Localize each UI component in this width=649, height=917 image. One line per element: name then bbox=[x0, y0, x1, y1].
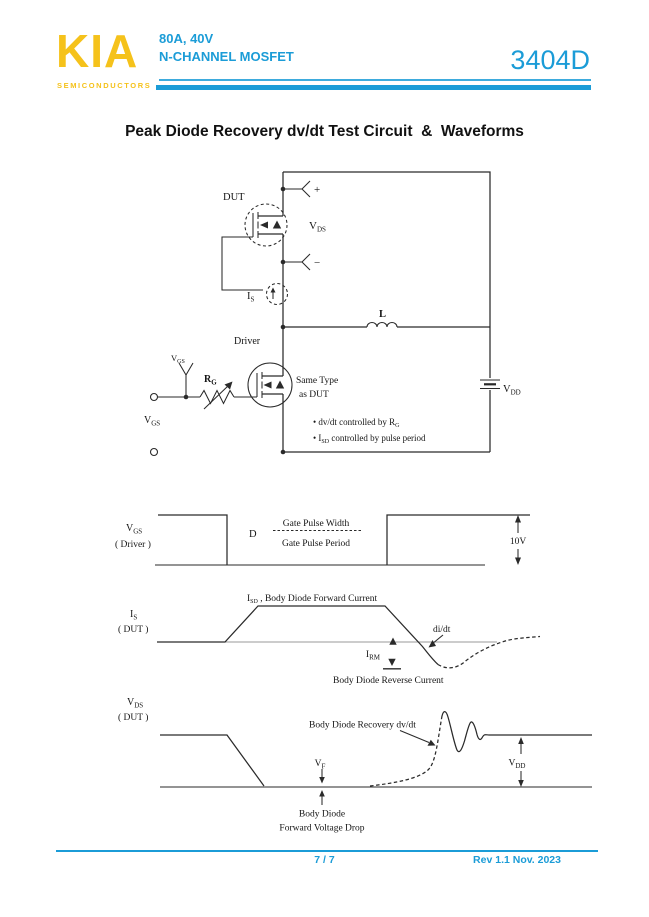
driver-mosfet-symbol bbox=[234, 336, 338, 407]
didt-annotation bbox=[429, 625, 451, 648]
vdd-amplitude-arrow bbox=[509, 737, 526, 787]
inductor bbox=[281, 309, 490, 329]
minus-label: − bbox=[314, 257, 321, 269]
vgs-probe-label: $V_{GS}$ bbox=[171, 353, 185, 365]
rating-text: 80A, 40V bbox=[159, 31, 214, 46]
axis-label-dut: ( DUT ) bbox=[118, 625, 149, 635]
amplitude-label: 10V bbox=[509, 537, 527, 547]
part-number: 3404D bbox=[510, 45, 590, 75]
frac-top: Gate Pulse Width bbox=[282, 519, 350, 529]
axis-label-vgs: $V_{GS}$ bbox=[126, 523, 143, 536]
page-title: Peak Diode Recovery dv/dt Test Circuit & Waveforms bbox=[125, 123, 524, 140]
driver-rail bbox=[262, 327, 283, 452]
vf-annotation bbox=[279, 759, 364, 834]
vdd-amplitude-label: $V_{DD}$ bbox=[508, 758, 526, 770]
test-circuit bbox=[144, 172, 521, 456]
axis-label-is: $I_S$ bbox=[130, 609, 138, 622]
logo-subtitle: SEMICONDUCTORS bbox=[57, 81, 152, 90]
mosfet-arrow bbox=[260, 222, 268, 229]
axis-label-dut2: ( DUT ) bbox=[118, 713, 149, 723]
waveform-gate-pulse bbox=[115, 515, 530, 565]
inductor-label: L bbox=[379, 309, 387, 320]
driver-label: Driver bbox=[234, 336, 261, 347]
vdd-label: $V_{DD}$ bbox=[503, 384, 521, 397]
vgs-input-label: $V_{GS}$ bbox=[144, 415, 161, 428]
vgs-probe bbox=[171, 353, 193, 399]
gate-source-loop bbox=[222, 237, 263, 290]
forward-drop-line1: Body Diode bbox=[298, 809, 346, 820]
body-diode-triangle bbox=[276, 381, 284, 389]
current-trace bbox=[157, 606, 438, 665]
circuit-outer-rail bbox=[283, 172, 490, 452]
current-recovery-trace bbox=[438, 637, 540, 668]
page-number: 7 / 7 bbox=[314, 854, 335, 866]
dut-label: DUT bbox=[223, 192, 245, 203]
dut-mosfet-symbol bbox=[222, 192, 287, 290]
device-type-text: N-CHANNEL MOSFET bbox=[159, 49, 294, 64]
forward-drop-line2: Forward Voltage Drop bbox=[279, 823, 365, 834]
duty-label: D bbox=[249, 529, 257, 540]
same-type-line2: as DUT bbox=[299, 390, 329, 400]
vds-probe-minus bbox=[281, 254, 321, 270]
amplitude-arrow-10v bbox=[510, 515, 527, 565]
rg-label: $R_G$ bbox=[204, 374, 217, 387]
waveform-drain-voltage bbox=[118, 697, 592, 834]
note-isd: • $I_{SD}$ controlled by pulse period bbox=[313, 433, 426, 445]
waveform-body-diode-current bbox=[118, 594, 540, 686]
input-terminal-top bbox=[151, 394, 158, 401]
plus-label: + bbox=[314, 184, 321, 196]
note-dvdt: • dv/dt controlled by $R_G$ bbox=[313, 417, 400, 429]
vds-probe-plus bbox=[281, 181, 321, 197]
footer-rule bbox=[56, 850, 598, 852]
vf-label: $V_F$ bbox=[314, 759, 326, 771]
voltage-fall-trace bbox=[160, 735, 264, 786]
frac-bottom: Gate Pulse Period bbox=[281, 539, 351, 549]
reverse-current-label: Body Diode Reverse Current bbox=[333, 676, 444, 686]
recovery-label: Body Diode Recovery dv/dt bbox=[309, 720, 416, 731]
junction-dot bbox=[281, 450, 286, 455]
mosfet-arrow bbox=[264, 382, 272, 389]
gate-drive-line bbox=[151, 374, 258, 409]
vds-label: $V_{DS}$ bbox=[309, 220, 326, 234]
didt-label: di/dt bbox=[433, 625, 451, 635]
body-diode-triangle bbox=[273, 221, 281, 229]
axis-label-driver: ( Driver ) bbox=[115, 540, 151, 550]
voltage-ringing-trace bbox=[442, 712, 592, 752]
forward-current-label: $I_{SD}$ , Body Diode Forward Current bbox=[247, 594, 378, 605]
vdd-battery bbox=[480, 380, 521, 397]
is-label: $I_S$ bbox=[247, 291, 255, 304]
kia-logo: KIA bbox=[56, 25, 139, 77]
input-terminal-bottom bbox=[151, 449, 158, 456]
same-type-line1: Same Type bbox=[296, 376, 339, 386]
revision-text: Rev 1.1 Nov. 2023 bbox=[473, 854, 561, 866]
recovery-annotation bbox=[309, 721, 436, 746]
is-current-source bbox=[247, 284, 288, 305]
circuit-notes bbox=[313, 417, 426, 445]
irm-label: $I_{RM}$ bbox=[365, 650, 380, 662]
axis-label-vds: $V_{DS}$ bbox=[127, 697, 144, 710]
